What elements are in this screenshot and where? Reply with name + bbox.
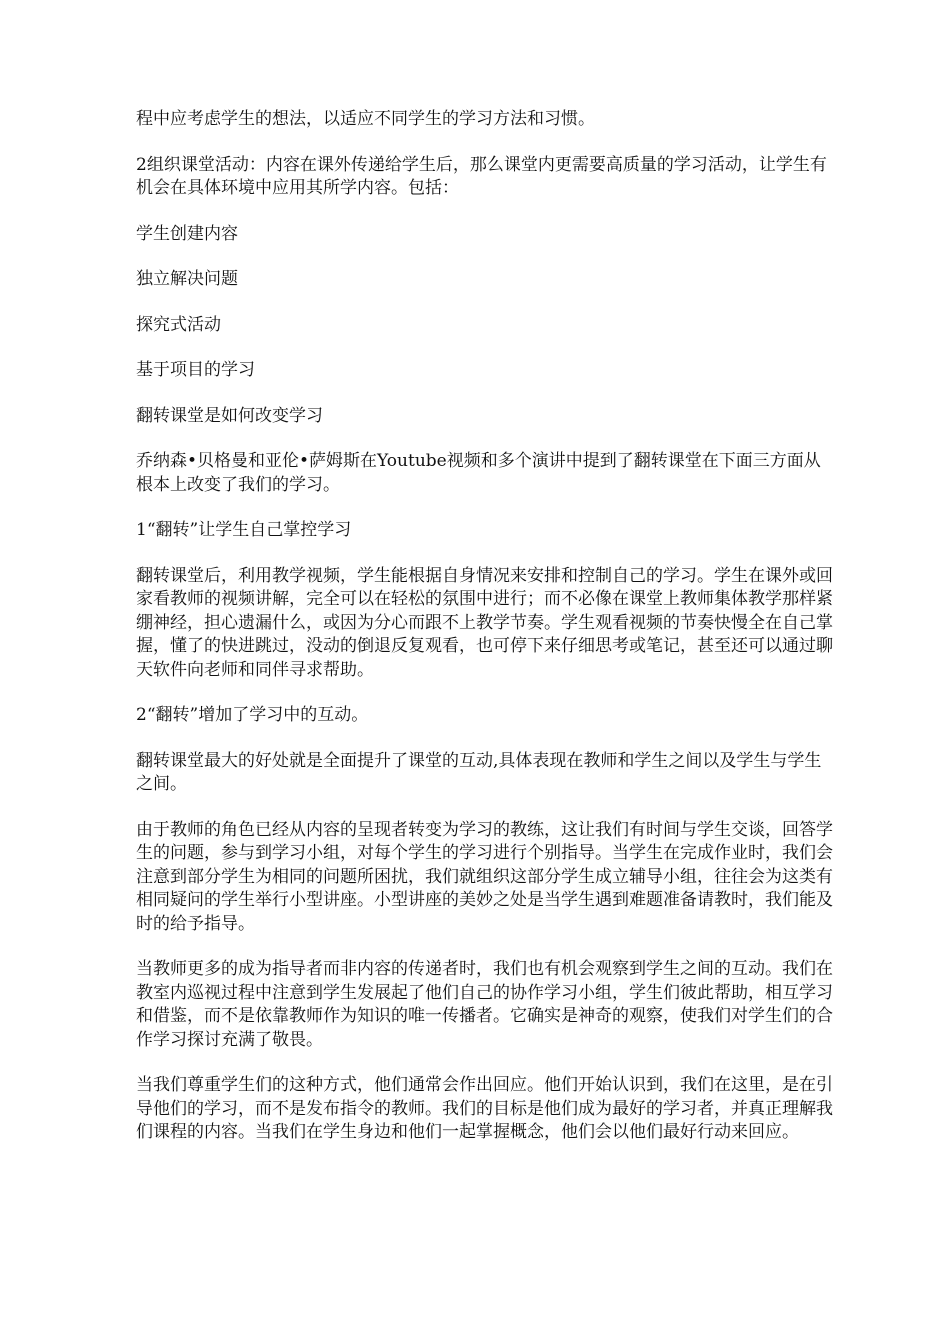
subheading-interaction: 2“翻转”增加了学习中的互动。 [136,705,369,725]
paragraph-student-collaboration: 当教师更多的成为指导者而非内容的传递者时，我们也有机会观察到学生之间的互动。我们在教室内巡视过程中注意到学生发展起了他们自己的协作学习小组，学生们彼此帮助，相互学习和借鉴，而不是依靠教师作为知识的唯一传播者。它确实是神奇的观察，使我们对学生们的合作学习探讨充满了敬畏。 [136,959,833,1050]
paragraph-bergmann-sams: 乔纳森•贝格曼和亚伦•萨姆斯在Youtube视频和多个演讲中提到了翻转课堂在下面三方面从根本上改变了我们的学习。 [136,451,821,495]
paragraph-teacher-coach: 由于教师的角色已经从内容的呈现者转变为学习的教练，这让我们有时间与学生交谈，回答学生的问题，参与到学习小组，对每个学生的学习进行个别指导。当学生在完成作业时，我们会注意到部分学生为相同的问题所困扰，我们就组织这部分学生成立辅导小组，往往会为这类有相同疑问的学生举行小型讲座。小型讲座的美妙之处是当学生遇到难题准备请教时，我们能及时的给予指导。 [136,819,833,934]
list-item-independent-solving: 独立解决问题 [136,269,238,289]
list-item-project-learning: 基于项目的学习 [136,360,255,380]
paragraph-organize-activities: 2组织课堂活动：内容在课外传递给学生后，那么课堂内更需要高质量的学习活动，让学生有机会在具体环境中应用其所学内容。包括： [136,154,827,198]
paragraph-continuation: 程中应考虑学生的想法，以适应不同学生的学习方法和习惯。 [136,109,595,129]
list-item-inquiry-activities: 探究式活动 [136,314,221,335]
paragraph-video-learning: 翻转课堂后，利用教学视频，学生能根据自身情况来安排和控制自己的学习。学生在课外或回家看教师的视频讲解，完全可以在轻松的氛围中进行；而不必像在课堂上教师集体教学那样紧绷神经，担心遗漏什么，或因为分心而跟不上教学节奏。学生观看视频的节奏快慢全在自己掌握，懂了的快进跳过，没动的倒退反复观看，也可停下来仔细思考或笔记，甚至还可以通过聊天软件向老师和同伴寻求帮助。 [136,565,833,680]
list-item-student-content: 学生创建内容 [136,223,238,244]
paragraph-interaction-benefit: 翻转课堂最大的好处就是全面提升了课堂的互动,具体表现在教师和学生之间以及学生与学生之间。 [136,750,822,794]
subheading-control-learning: 1“翻转”让学生自己掌控学习 [136,520,352,540]
section-heading-how-flipped-changes: 翻转课堂是如何改变学习 [136,405,323,426]
document-body [136,108,836,1167]
paragraph-student-response: 当我们尊重学生们的这种方式，他们通常会作出回应。他们开始认识到，我们在这里，是在引导他们的学习，而不是发布指令的教师。我们的目标是他们成为最好的学习者，并真正理解我们课程的内容。当我们在学生身边和他们一起掌握概念，他们会以他们最好行动来回应。 [136,1075,833,1142]
